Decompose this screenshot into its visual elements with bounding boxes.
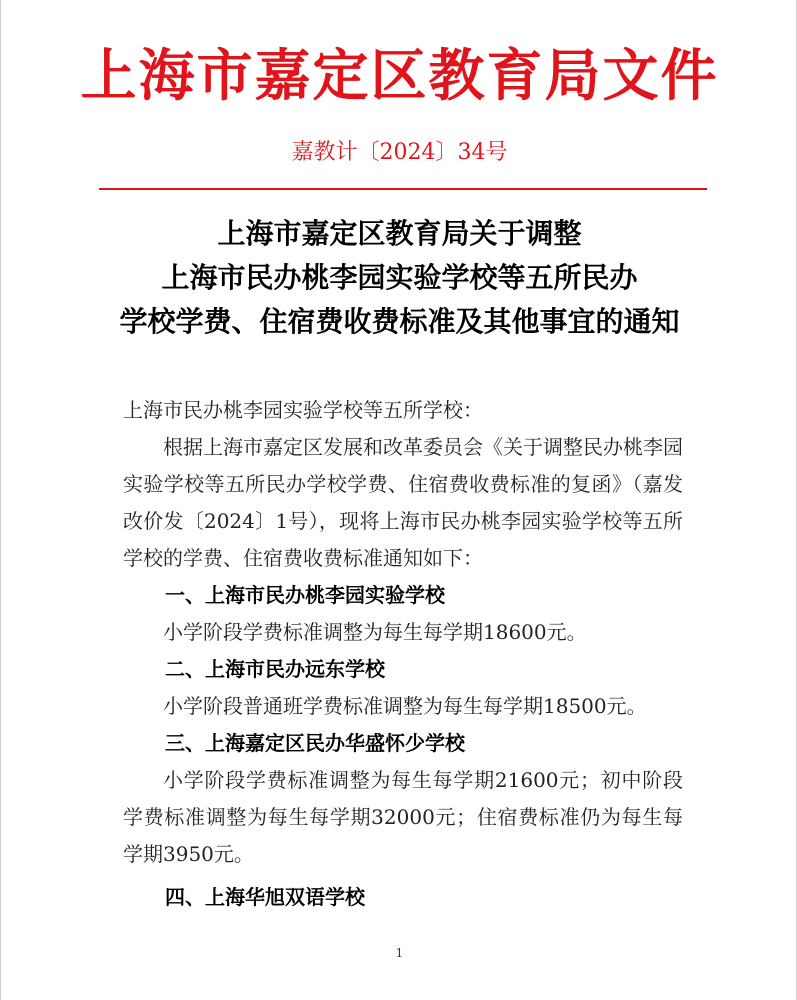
- notice-title: [1, 212, 797, 344]
- intro-paragraph: 根据上海市嘉定区发展和改革委员会《关于调整民办桃李园实验学校等五所民办学校学费、住宿费收费标准的复函》（嘉发改价发〔2024〕1号），现将上海市民办桃李园实验学校等五所学校的学费、住宿费收费标准通知如下：: [123, 435, 683, 570]
- document-number: 嘉教计〔2024〕34号: [291, 140, 508, 165]
- page-number: 1: [395, 946, 404, 960]
- section-heading: 一、上海市民办桃李园实验学校: [165, 583, 445, 607]
- section-heading: 三、上海嘉定区民办华盛怀少学校: [165, 731, 465, 755]
- notice-title-line: 上海市民办桃李园实验学校等五所民办: [161, 261, 638, 294]
- section-text: 小学阶段学费标准调整为每生每学期21600元；初中阶段学费标准调整为每生每学期32000元；住宿费标准仍为每生每学期3950元。: [123, 768, 683, 866]
- section-text: 小学阶段学费标准调整为每生每学期18600元。: [163, 620, 587, 644]
- addressee: 上海市民办桃李园实验学校等五所学校：: [123, 398, 483, 422]
- notice-body: [123, 392, 683, 916]
- document-header-title: 上海市嘉定区教育局文件: [80, 43, 719, 109]
- notice-title-line: 上海市嘉定区教育局关于调整: [217, 217, 582, 250]
- notice-title-line: 学校学费、住宿费收费标准及其他事宜的通知: [119, 305, 680, 338]
- section-text: 小学阶段普通班学费标准调整为每生每学期18500元。: [163, 694, 647, 718]
- red-divider-line: [99, 188, 707, 190]
- section-heading: 二、上海市民办远东学校: [165, 657, 385, 681]
- section-heading: 四、上海华旭双语学校: [165, 885, 365, 909]
